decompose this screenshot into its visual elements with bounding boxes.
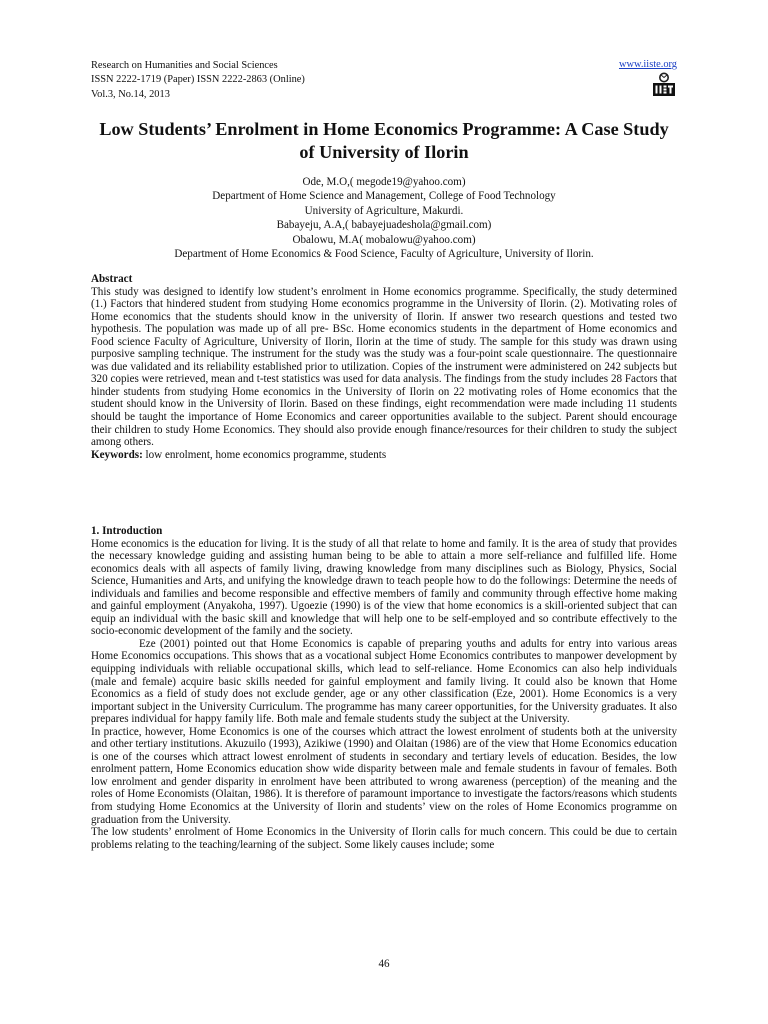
- affiliation-line: University of Agriculture, Makurdi.: [304, 204, 464, 217]
- journal-header: [91, 59, 305, 102]
- journal-issn: ISSN 2222-1719 (Paper) ISSN 2222-2863 (Online): [91, 74, 305, 86]
- introduction-heading: 1. Introduction: [91, 525, 163, 537]
- author-line: Obalowu, M.A( mobalowu@yahoo.com): [292, 233, 476, 246]
- affiliation-line: Department of Home Economics & Food Science, Faculty of Agriculture, University of Ilorin.: [174, 248, 594, 261]
- iiste-logo: [651, 72, 677, 103]
- affiliation-line: Department of Home Science and Management, College of Food Technology: [212, 190, 556, 203]
- publisher-block: [619, 59, 677, 103]
- iiste-logo-icon: [651, 72, 677, 98]
- journal-name: Research on Humanities and Social Sciences: [91, 60, 278, 71]
- abstract-section: [91, 273, 677, 461]
- introduction-section: [91, 525, 677, 851]
- author-line: Babayeju, A.A,( babayejuadeshola@gmail.com): [276, 219, 492, 232]
- author-line: Ode, M.O,( megode19@yahoo.com): [302, 176, 466, 188]
- keywords-label: Keywords:: [91, 448, 143, 461]
- page-number: 46: [378, 958, 390, 970]
- keywords-text: low enrolment, home economics programme, students: [142, 448, 387, 461]
- abstract-heading: Abstract: [91, 273, 133, 285]
- intro-paragraph: Eze (2001) pointed out that Home Economics is capable of preparing youths and adults for entry into various areas Home Economics occupations. This shows that as a vocational subject Home Economics contributes to manpower development by equipping individuals with reliable occupational skills, which lead to self-reliance. Home Economics can also help individuals (male and female) acquire basic skills needed for gainful employment and family living. It could also be known that Home Economics as a field of study does not exclude gender, age or any other classification (Eze, 2001). Home Economics is a very important subject in the University Curriculum. The programme has many career opportunities, for the University graduates. It also prepares individual for happy family life. Both male and female students study the subject at the University.: [91, 637, 677, 726]
- keywords-line: [91, 449, 677, 462]
- intro-paragraph: The low students’ enrolment of Home Economics in the University of Ilorin calls for much concern. This could be due to certain problems relating to the teaching/learning of the subject. Some likely causes include; some: [91, 826, 677, 851]
- paper-title: Low Students’ Enrolment in Home Economics Programme: A Case Study of University of Ilorin: [99, 119, 669, 162]
- publisher-url-link[interactable]: www.iiste.org: [618, 59, 677, 70]
- author-block: [91, 175, 677, 261]
- journal-volume: Vol.3, No.14, 2013: [91, 88, 170, 100]
- abstract-text: This study was designed to identify low student’s enrolment in Home economics programme. Specifically, the study determined (1.) Factors that hindered student from studying Home economics programme in the University of Ilorin. (2). Motivating roles of Home economics that the students should know in the university of Ilorin. If answer two research questions and tested two hypothesis. The population was made up of all pre- BSc. Home economics students in the department of Home economics and Food science Faculty of Agriculture, University of Ilorin, Ilorin at the time of study. The sample for this study was drawn using purposive sampling technique. The instrument for the study was the study was a four-point scale questionnaire. The questionnaire was due validated and its reliability established prior to utilization. Copies of the instrument were administered on 242 subjects but 320 copies were retrieved, mean and t-test statistics was used for data analysis. The findings from the study includes 28 Factors that hinder students from studying Home economics in the University of Ilorin on 22 motivating roles of Home economics that the student should know in the University of Ilorin. Based on these findings, eight recommendation were made including 11 students should be taught the importance of Home Economics and career opportunities available to the subject. Parent should encourage their children to study Home Economics. They should also provide enough finance/resources for their children to study the subject among others.: [91, 285, 677, 449]
- intro-paragraph: Home economics is the education for living. It is the study of all that relate to home and family. It is the area of study that provides the necessary knowledge guiding and assisting human being to be able to attain a more self-reliance and fulfilled life. Home economics deals with all aspects of family living, drawing knowledge from many disciplines such as Biology, Physics, Social Science, Humanities and Arts, and unifying the knowledge drawn to teach people how to do the followings: Determine the needs of individuals and families and become responsible and effective members of family and community through effective home making and gainful employment (Anyakoha, 1997). Ugoezie (1990) is of the view that home economics is a skill-oriented subject that can equip an individual with the basic skill and knowledge that will help one to be self-employed and so contribute effectively to the socio-economic development of the family and the society.: [91, 537, 677, 638]
- intro-paragraph: In practice, however, Home Economics is one of the courses which attract the lowest enrolment of students both at the university and other tertiary institutions. Akuzuilo (1993), Azikiwe (1990) and Olaitan (1986) are of the view that Home Economics education is one of the courses which attract lowest enrolment of students in secondary and tertiary levels of education. Besides, the low enrolment pattern, Home Economics education show wide disparity between male and female students in favour of females. Both low enrolment and gender disparity in enrolment have been attributed to wrong awareness (perception) of the meaning and the roles of Home Economists (Olaitan, 1986). It is therefore of paramount importance to investigate the factors/reasons which students from studying Home Economics at the University of Ilorin and students’ view on the roles of Home Economics programme on graduation from the University.: [91, 725, 677, 826]
